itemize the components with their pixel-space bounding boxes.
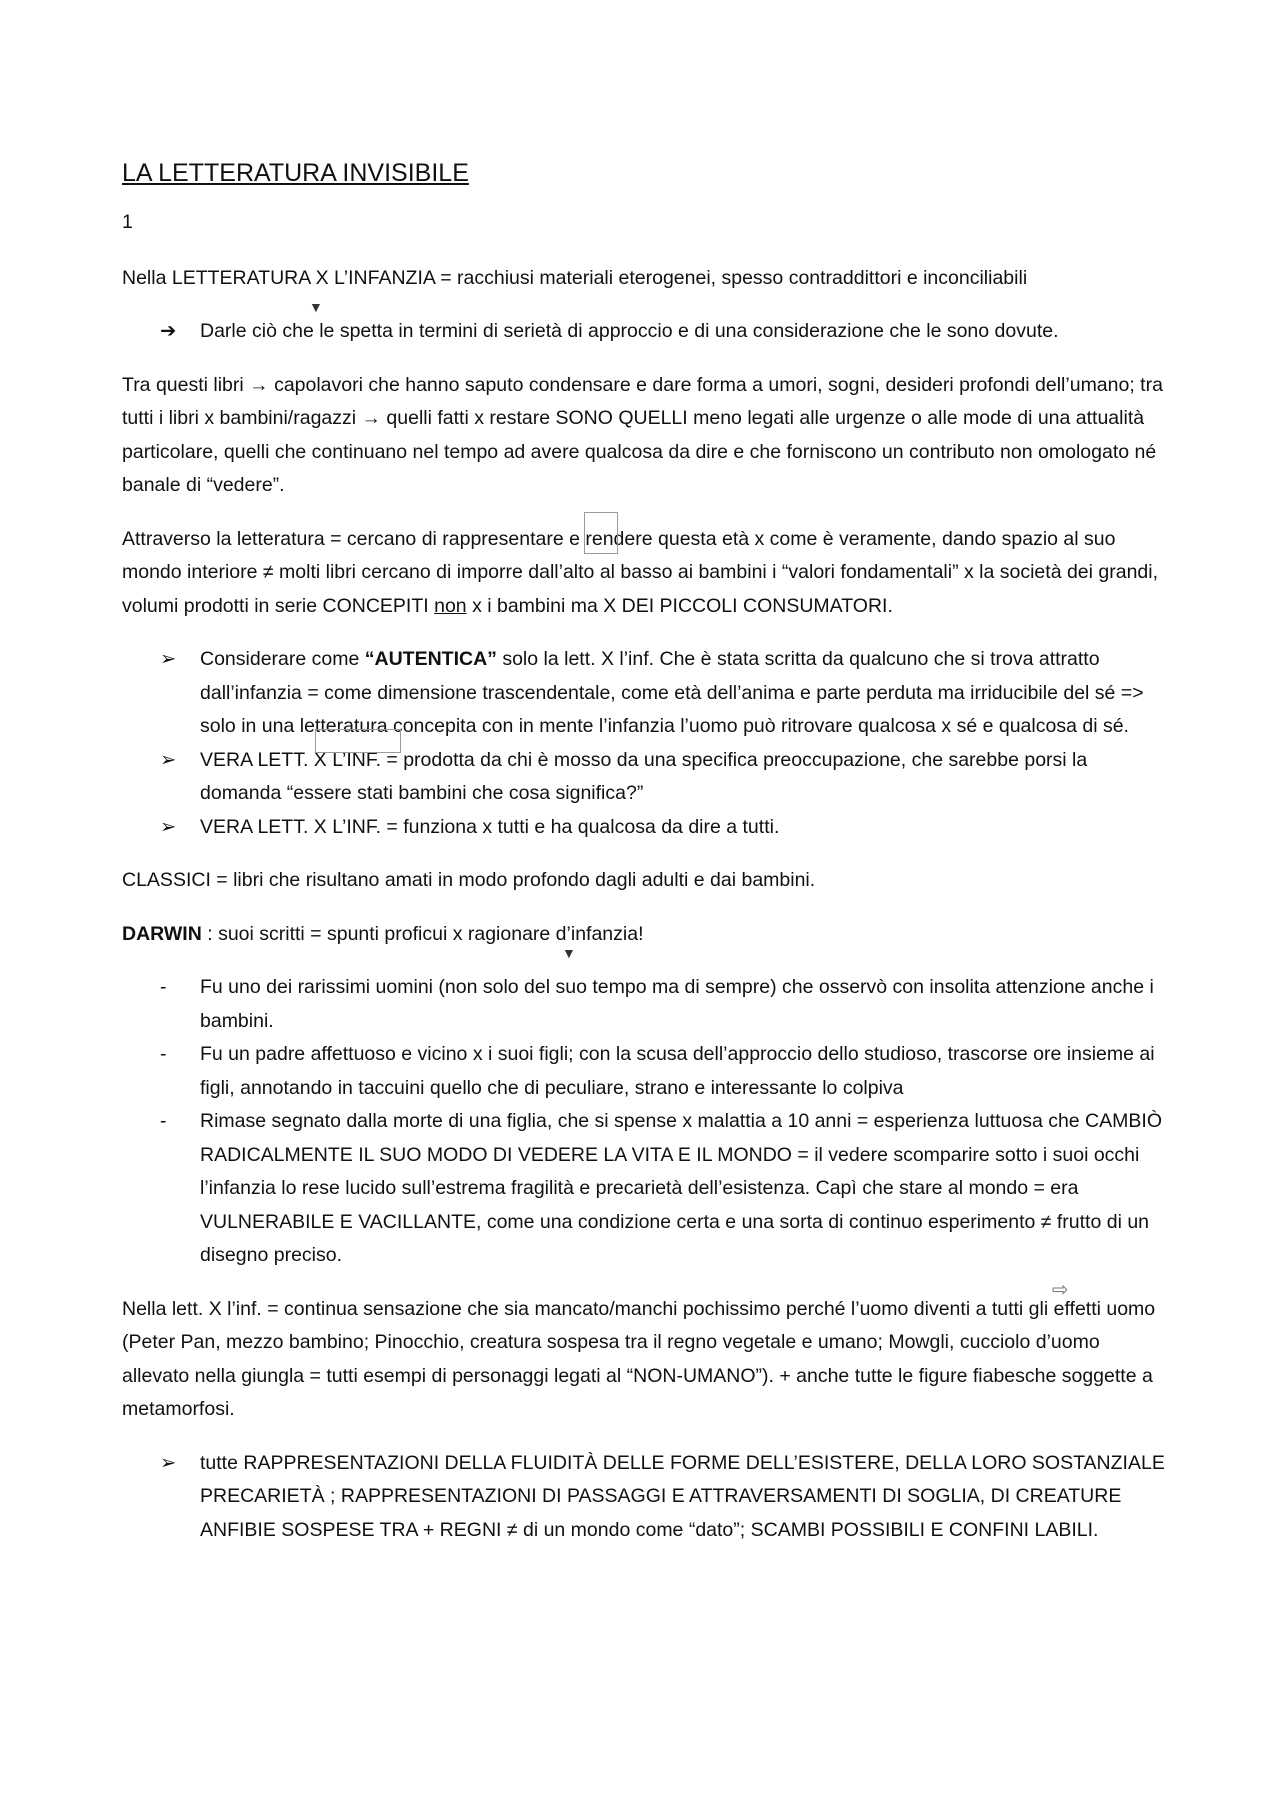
list-item-text: VERA LETT. X L’INF. = prodotta da chi è mosso da una specifica preoccupazione, che sarebbe porsi la domanda “essere stati bambini che cosa significa?”: [200, 748, 1088, 804]
dash-bullet-icon: -: [160, 976, 167, 998]
check-bullet-icon: ➢: [160, 1451, 177, 1474]
underlined-non: non: [434, 594, 467, 617]
check-bullet-icon: ➢: [160, 648, 177, 670]
arrow-point: [122, 315, 1172, 349]
arrow-point-text: Darle ciò che le spetta in termini di serietà di approccio e di una considerazione che le sono dovute.: [200, 320, 1059, 342]
down-arrow-icon: ▼: [562, 945, 576, 961]
check-bullet-icon: ➢: [160, 815, 177, 838]
paragraph-classici: CLASSICI = libri che risultano amati in modo profondo dagli adulti e dai bambini.: [122, 869, 816, 891]
paragraph-masterpieces: Tra questi libri → capolavori che hanno saputo condensare e dare forma a umori, sogni, desideri profondi dell’umano; tra tutti i libri x bambini/ragazzi → quelli fatti x restare SONO QUELLI meno legati alle urgenze o alle mode di una attualità particolare, quelli che continuano nel tempo ad avere qualcosa da dire e che forniscono un contributo non omologato né banale di “vedere”.: [122, 373, 1163, 496]
paragraph-intro: Nella LETTERATURA X L’INFANZIA = racchiusi materiali eterogenei, spesso contraddittori e inconciliabili: [122, 266, 1028, 289]
list-item: [122, 643, 1172, 744]
darwin-heading: DARWIN: [122, 922, 202, 945]
darwin-text: : suoi scritti = spunti proficui x ragionare d’infanzia!: [201, 922, 644, 945]
list-item-text: Considerare come: [200, 648, 365, 670]
down-arrow-icon: ▼: [309, 299, 323, 315]
list-item: [122, 1447, 1172, 1548]
document-body: [122, 156, 1172, 1567]
authentic-literature-list: [122, 643, 1172, 844]
paragraph-representation-text-a: Attraverso la letteratura = cercano di rappresentare e rendere questa età x come è veramente, dando spazio al suo mondo interiore ≠ molti libri cercano di imporre dall’alto al basso ai bambini i “valori fondamentali” x la società dei grandi, volumi prodotti in serie CONCEPITI: [122, 527, 1159, 617]
list-item: [122, 811, 1172, 845]
paragraph-representation-text-b: x i bambini ma X DEI PICCOLI CONSUMATORI.: [466, 594, 893, 617]
list-item-text: solo la lett. X l’inf. Che è stata scritta da qualcuno che si trova attratto dall’infanzia = come dimensione trascendentale, come età dell’anima e parte perduta ma irriducibile del sé => solo in una letteratura concepita con in mente l’infanzia l’uomo può ritrovare qualcosa x sé e qualcosa di sé.: [200, 648, 1144, 737]
list-item-text: VERA LETT. X L’INF. = funziona x tutti e ha qualcosa da dire a tutti.: [200, 815, 780, 838]
right-arrow-icon: ⇨: [1052, 1279, 1069, 1301]
list-item: [122, 971, 1172, 1038]
bold-autentica: “AUTENTICA”: [364, 648, 497, 670]
highlight-box-marker: [315, 729, 401, 753]
arrow-bullet-icon: ➔: [160, 320, 177, 342]
page-number: 1: [122, 211, 133, 233]
check-bullet-icon: ➢: [160, 748, 177, 771]
list-item: [122, 1038, 1172, 1105]
list-item-text: Rimase segnato dalla morte di una figlia, che si spense x malattia a 10 anni = esperienza luttuosa che CAMBIÒ RADICALMENTE IL SUO MODO DI VEDERE LA VITA E IL MONDO = il vedere scomparire sotto i suoi occhi l’infanzia lo rese lucido sull’estrema fragilità e precarietà dell’esistenza. Capì che stare al mondo = era VULNERABILE E VACILLANTE, come una condizione certa e una sorta di continuo esperimento ≠ frutto di un disegno preciso.: [200, 1110, 1162, 1266]
list-item-text: tutte RAPPRESENTAZIONI DELLA FLUIDITÀ DELLE FORME DELL’ESISTERE, DELLA LORO SOSTANZIALE PRECARIETÀ ; RAPPRESENTAZIONI DI PASSAGGI E ATTRAVERSAMENTI DI SOGLIA, DI CREATURE ANFIBIE SOSPESE TRA + REGNI ≠ di un mondo come “dato”; SCAMBI POSSIBILI E CONFINI LABILI.: [200, 1451, 1165, 1541]
darwin-list: [122, 971, 1172, 1273]
paragraph-darwin: [122, 918, 1172, 952]
page-title: LA LETTERATURA INVISIBILE: [122, 159, 469, 187]
list-item: [122, 1105, 1172, 1273]
paragraph-representation: [122, 523, 1172, 624]
dash-bullet-icon: -: [160, 1043, 167, 1065]
note-box-marker: [584, 512, 618, 554]
dash-bullet-icon: -: [160, 1110, 167, 1132]
list-item-text: Fu un padre affettuoso e vicino x i suoi figli; con la scusa dell’approccio dello studioso, trascorse ore insieme ai figli, annotando in taccuini quello che di peculiare, strano e interessante lo colpiva: [200, 1043, 1155, 1099]
fluidity-list: [122, 1447, 1172, 1548]
list-item: [122, 744, 1172, 811]
paragraph-non-umano: Nella lett. X l’inf. = continua sensazione che sia mancato/manchi pochissimo perché l’uomo diventi a tutti gli effetti uomo (Peter Pan, mezzo bambino; Pinocchio, creatura sospesa tra il regno vegetale e umano; Mowgli, cucciolo d’uomo allevato nella giungla = tutti esempi di personaggi legati al “NON-UMANO”). + anche tutte le figure fiabesche soggette a metamorfosi.: [122, 1297, 1156, 1420]
list-item-text: Fu uno dei rarissimi uomini (non solo del suo tempo ma di sempre) che osservò con insolita attenzione anche i bambini.: [200, 976, 1154, 1032]
